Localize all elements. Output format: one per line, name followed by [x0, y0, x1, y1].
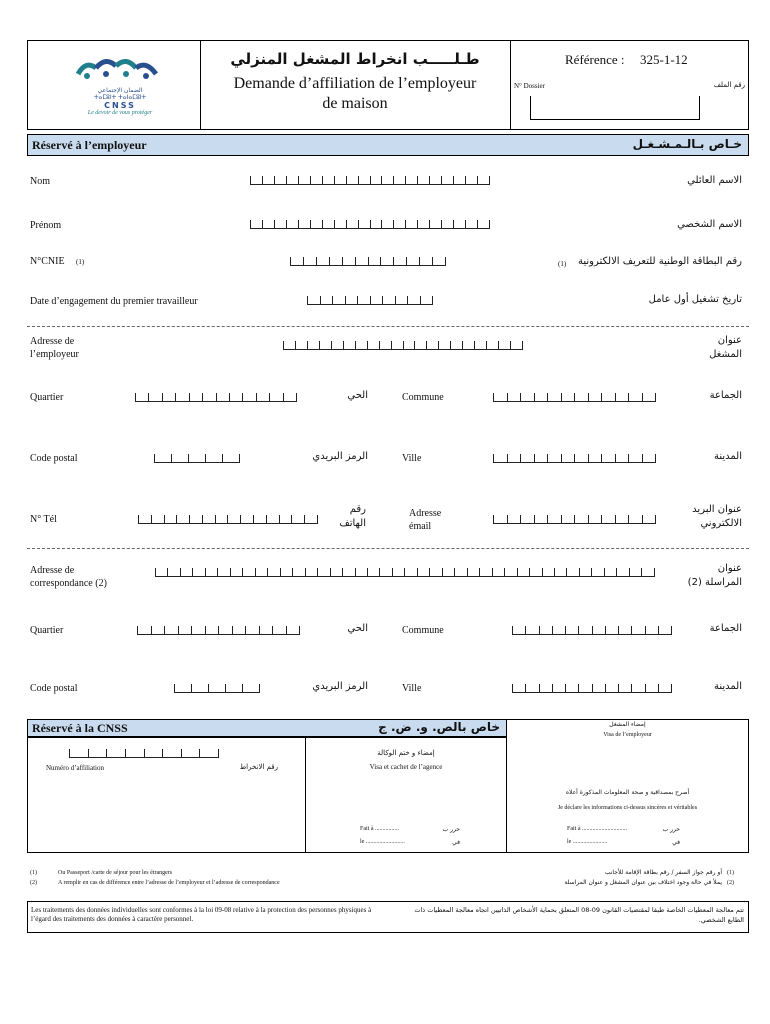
title-french-line2: de maison — [322, 95, 388, 112]
adresse-corresp-field[interactable] — [155, 568, 655, 577]
prenom-field[interactable] — [250, 220, 490, 229]
footnote-2-ar: يملأ في حالة وجود اختلاف بين عنوان المشغل و عنوان المراسلة — [564, 879, 722, 886]
footnote-2-num: (2) — [30, 880, 37, 886]
footnote-2-ar-num: (2) — [727, 880, 734, 886]
agence-fait-a[interactable]: Fait à ................ — [360, 826, 399, 832]
cnss-section-title: Réservé à la CNSS — [32, 721, 128, 735]
legal-text-ar: تتم معالجة المعطيات الخاصة طبقا لمقتضيات القانون 09-08 المتعلق بحماية الأشخاص الذاتيين اتجاه معالجة المعطيات ذات الطابع الشخصي. — [414, 906, 744, 924]
tel-label-ar-line2: الهاتف — [339, 518, 366, 529]
corresp-commune-label-ar: الجماعة — [709, 623, 742, 634]
title-french-line1: Demande d’affiliation de l’employeur — [233, 75, 477, 92]
adresse-corresp-line2: correspondance (2) — [30, 578, 107, 589]
cnie-label-ar: رقم البطاقة الوطنية للتعريف الالكترونية — [578, 256, 742, 267]
visa-agence-fr: Visa et cachet de l’agence — [369, 763, 443, 771]
logo-slogan: Le devoir de vous protéger — [87, 110, 153, 116]
logo-arabic: الضمان الإجتماعي — [97, 87, 143, 94]
tel-field[interactable] — [138, 515, 318, 524]
corresp-quartier-label: Quartier — [30, 625, 64, 636]
cnss-logo-icon — [70, 52, 170, 82]
declare-fr: Je déclare les informations ci-dessus sincères et véritables — [557, 805, 698, 811]
prenom-label-ar: الاسم الشخصي — [677, 219, 742, 230]
employer-fait-a-ar: حرر ب — [662, 826, 680, 833]
affiliation-number-field[interactable] — [69, 749, 219, 758]
footnote-1-text: Ou Passeport /carte de séjour pour les étrangers — [58, 870, 173, 876]
code-postal-field[interactable] — [154, 454, 240, 463]
quartier-label: Quartier — [30, 392, 64, 403]
adresse-corresp-ar-line2: المراسلة (2) — [687, 577, 742, 588]
legal-text-fr: Les traitements des données individuelles sont conformes à la loi 09-08 relative à la protection des personnes physiques à l’égard des traitements des données à caractère personnel. — [31, 906, 372, 923]
adresse-employeur-line1: Adresse de — [30, 336, 75, 347]
email-label-ar-line1: عنوان البريد — [692, 504, 742, 515]
tel-label-ar-line1: رقم — [349, 504, 366, 515]
email-label-ar-line2: الالكتروني — [700, 518, 742, 529]
logo-name: CNSS — [104, 101, 136, 110]
date-engagement-label-ar: تاريخ تشغيل أول عامل — [648, 294, 742, 305]
email-label-line1: Adresse — [409, 508, 442, 519]
nom-label: Nom — [30, 176, 50, 187]
cnss-section-title-ar: خاص بالص. و. ض. ج — [378, 720, 500, 734]
reference-label: Référence : — [565, 52, 625, 67]
corresp-code-postal-label: Code postal — [30, 683, 78, 694]
footnote-2-text: A remplir en cas de différence entre l’adresse de l’employeur et l’adresse de correspondance — [58, 880, 280, 886]
date-engagement-field[interactable] — [307, 296, 433, 305]
declare-ar: أصرح بمصداقية و صحة المعلومات المذكورة أعلاه — [565, 789, 690, 796]
agence-le[interactable]: le .......................... — [360, 839, 405, 845]
adresse-employeur-line2: l’employeur — [30, 349, 79, 360]
corresp-ville-label-ar: المدينة — [713, 681, 742, 692]
code-postal-label: Code postal — [30, 453, 78, 464]
corresp-quartier-label-ar: الحي — [347, 623, 368, 634]
affiliation-label: Numéro d’affiliation — [46, 764, 104, 772]
employer-section-title: Réservé à l’employeur — [32, 138, 147, 152]
cnie-note: (1) — [76, 258, 85, 266]
employer-le-ar: في — [672, 839, 680, 846]
employer-section-title-ar: خـاص بـالـمـشـغـل — [632, 137, 742, 151]
nom-label-ar: الاسم العائلي — [687, 175, 742, 186]
reference-value: 325-1-12 — [640, 52, 688, 67]
affiliation-label-ar: رقم الانخراط — [239, 763, 278, 771]
ville-label: Ville — [402, 453, 422, 464]
code-postal-label-ar: الرمز البريدي — [312, 451, 368, 462]
adresse-employeur-ar-line2: المشغل — [709, 349, 742, 360]
corresp-ville-field[interactable] — [512, 684, 672, 693]
visa-employeur-fr: Visa de l’employeur — [603, 732, 652, 738]
adresse-corresp-ar-line1: عنوان — [717, 563, 742, 574]
employer-fait-a[interactable]: Fait à .............................. — [567, 826, 627, 832]
corresp-quartier-field[interactable] — [137, 626, 300, 635]
footnote-1-ar-num: (1) — [727, 870, 734, 876]
nom-field[interactable] — [250, 176, 490, 185]
corresp-commune-label: Commune — [402, 625, 444, 636]
header-divider-2 — [510, 40, 511, 130]
adresse-employeur-field[interactable] — [283, 341, 523, 350]
employer-visa-box — [506, 719, 749, 853]
adresse-corresp-line1: Adresse de — [30, 565, 75, 576]
divider-2 — [27, 548, 749, 549]
logo-tifinagh: ⵜⴰⵎⵓⵏⵜ ⵜⴰⵏⴰⵎⵓⵏⵜ — [93, 94, 147, 101]
agence-le-ar: في — [452, 839, 460, 846]
email-label-line2: émail — [409, 521, 432, 532]
tel-label: N° Tél — [30, 514, 57, 525]
corresp-code-postal-field[interactable] — [174, 684, 260, 693]
prenom-label: Prénom — [30, 220, 62, 231]
commune-field[interactable] — [493, 393, 656, 402]
ville-label-ar: المدينة — [713, 451, 742, 462]
dossier-label: N° Dossier — [514, 82, 545, 90]
visa-agence-ar: إمضاء و ختم الوكالة — [377, 749, 435, 757]
cnss-logo — [70, 52, 170, 118]
ville-field[interactable] — [493, 454, 656, 463]
agence-fait-a-ar: حرر ب — [442, 826, 460, 833]
divider-1 — [27, 326, 749, 327]
email-field[interactable] — [493, 515, 656, 524]
quartier-field[interactable] — [135, 393, 297, 402]
date-engagement-label: Date d’engagement du premier travailleur — [30, 296, 198, 307]
title-arabic: طـلـــــب انخراط المشغل المنزلي — [230, 50, 480, 68]
employer-le[interactable]: le ....................... — [567, 839, 608, 845]
cnie-note-ar: (1) — [558, 260, 567, 268]
dossier-number-field[interactable] — [530, 96, 700, 120]
corresp-code-postal-label-ar: الرمز البريدي — [312, 681, 368, 692]
commune-label-ar: الجماعة — [709, 390, 742, 401]
cnie-field[interactable] — [290, 257, 446, 266]
corresp-commune-field[interactable] — [512, 626, 672, 635]
adresse-employeur-ar-line1: عنوان — [717, 335, 742, 346]
visa-employeur-ar: إمضاء المشغل — [609, 721, 646, 728]
dossier-label-ar: رقم الملف — [713, 81, 745, 89]
quartier-label-ar: الحي — [347, 390, 368, 401]
corresp-ville-label: Ville — [402, 683, 422, 694]
cnie-label: N°CNIE — [30, 256, 65, 267]
commune-label: Commune — [402, 392, 444, 403]
footnote-1-ar: أو رقم جواز السفر / رقم بطاقة الإقامة للأجانب — [604, 869, 722, 876]
footnote-1-num: (1) — [30, 870, 37, 876]
